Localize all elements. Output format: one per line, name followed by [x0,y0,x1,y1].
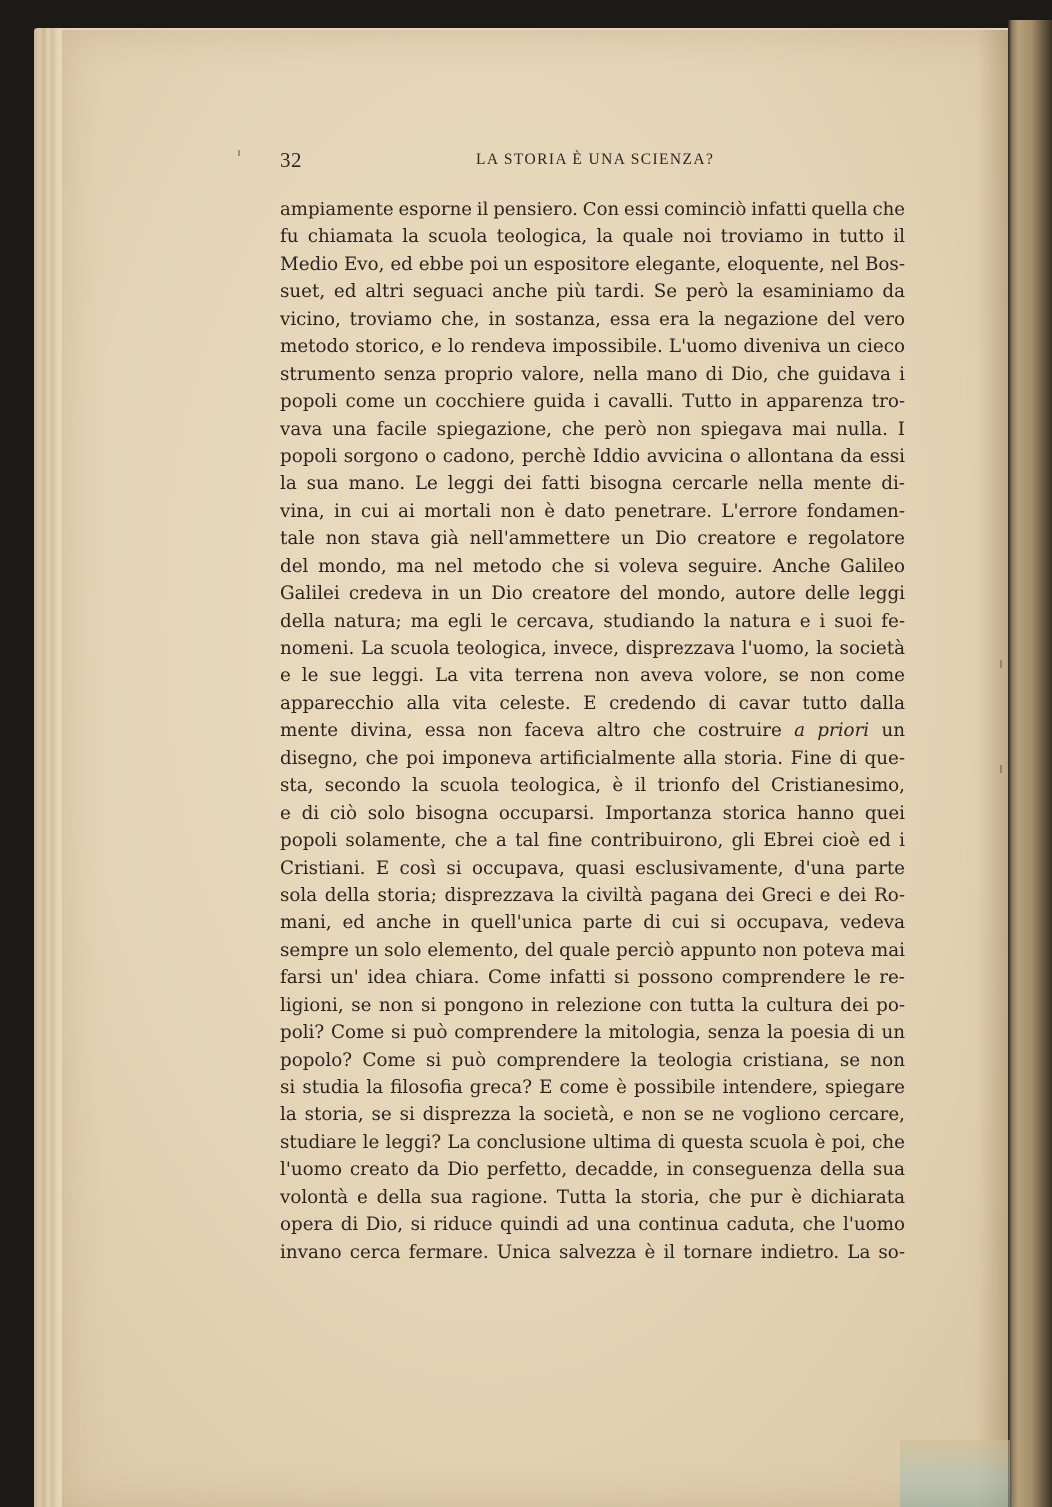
text-line: suet, ed altri seguaci anche più tardi. Se però la esaminiamo da [280,281,905,303]
italic-phrase: a priori [794,720,870,742]
ink-speck [1000,660,1002,668]
text-line: farsi un' idea chiara. Come infatti si possono comprendere le re- [280,967,905,989]
text-line: tale non stava già nell'ammettere un Dio creatore e regolatore [280,528,905,550]
text-line: Galilei credeva in un Dio creatore del mondo, autore delle leggi [280,583,905,605]
text-line-with-italic [280,717,905,744]
text-line: vina, in cui ai mortali non è dato penetrare. L'errore fondamen- [280,500,905,522]
page-number: 32 [280,148,302,172]
text-line: popoli solamente, che a tal fine contribuirono, gli Ebrei cioè ed i [280,830,905,852]
ink-speck [238,150,240,156]
text-line: della natura; ma egli le cercava, studiando la natura e i suoi fe- [280,610,905,632]
text-line: e di ciò solo bisogna occuparsi. Importanza storica hanno quei [280,802,905,824]
text-line: popolo? Come si può comprendere la teologia cristiana, se non [280,1049,905,1071]
text-line: invano cerca fermare. Unica salvezza è il tornare indietro. La so- [280,1241,905,1263]
body-text [280,196,905,1266]
text-line: studiare le leggi? La conclusione ultima di questa scuola è poi, che [280,1131,905,1153]
text-line: la sua mano. Le leggi dei fatti bisogna cercarle nella mente di- [280,473,905,495]
text-line: ampiamente esporne il pensiero. Con essi cominciò infatti quella che [280,199,905,220]
text-line: metodo storico, e lo rendeva impossibile. L'uomo diveniva un cieco [280,336,905,358]
text-segment: mente divina, essa non faceva altro che costruire [280,720,782,742]
text-line: fu chiamata la scuola teologica, la quale noi troviamo in tutto il [280,226,905,248]
text-line: disegno, che poi imponeva artificialmente alla storia. Fine di que- [280,747,905,769]
text-line: ligioni, se non si pongono in relezione con tutta la cultura dei po- [280,994,905,1016]
text-line: vicino, troviamo che, in sostanza, essa era la negazione del vero [280,308,905,330]
text-line: popoli come un cocchiere guida i cavalli. Tutto in apparenza tro- [280,391,905,413]
text-line: Medio Evo, ed ebbe poi un espositore elegante, eloquente, nel Bos- [280,253,905,275]
page-corner-stain [900,1440,1010,1507]
text-line: volontà e della sua ragione. Tutta la storia, che pur è dichiarata [280,1186,905,1208]
text-line: opera di Dio, si riduce quindi ad una continua caduta, che l'uomo [280,1214,905,1236]
ink-speck [1000,765,1002,773]
text-line: sola della storia; disprezzava la civiltà pagana dei Greci e dei Ro- [280,884,905,906]
book-binding-edge [1008,20,1052,1507]
text-line: l'uomo creato da Dio perfetto, decadde, in conseguenza della sua [280,1159,905,1181]
text-line: Cristiani. E così si occupava, quasi esclusivamente, d'una parte [280,857,905,879]
running-head: LA STORIA È UNA SCIENZA? [476,151,715,168]
text-line: popoli sorgono o cadono, perchè Iddio avvicina o allontana da essi [280,445,905,467]
text-line: sempre un solo elemento, del quale perciò appunto non poteva mai [280,939,905,961]
text-line: strumento senza proprio valore, nella mano di Dio, che guidava i [280,363,905,385]
text-line: sta, secondo la scuola teologica, è il trionfo del Cristianesimo, [280,775,905,797]
page-gutter-shadow [978,30,1008,1507]
text-line: e le sue leggi. La vita terrena non aveva volore, se non come [280,665,905,687]
text-line: del mondo, ma nel metodo che si voleva seguire. Anche Galileo [280,555,905,577]
text-line: apparecchio alla vita celeste. E credendo di cavar tutto dalla [280,692,905,714]
text-line: vava una facile spiegazione, che però non spiegava mai nulla. I [280,418,905,440]
text-line: si studia la filosofia greca? E come è possibile intendere, spiegare [280,1077,905,1098]
text-line: nomeni. La scuola teologica, invece, disprezzava l'uomo, la società [280,638,905,659]
text-line: poli? Come si può comprendere la mitologia, senza la poesia di un [280,1022,905,1044]
text-line: mani, ed anche in quell'unica parte di cui si occupava, vedeva [280,912,905,934]
text-segment: un [881,720,905,742]
text-line: la storia, se si disprezza la società, e non se ne vogliono cercare, [280,1104,905,1126]
